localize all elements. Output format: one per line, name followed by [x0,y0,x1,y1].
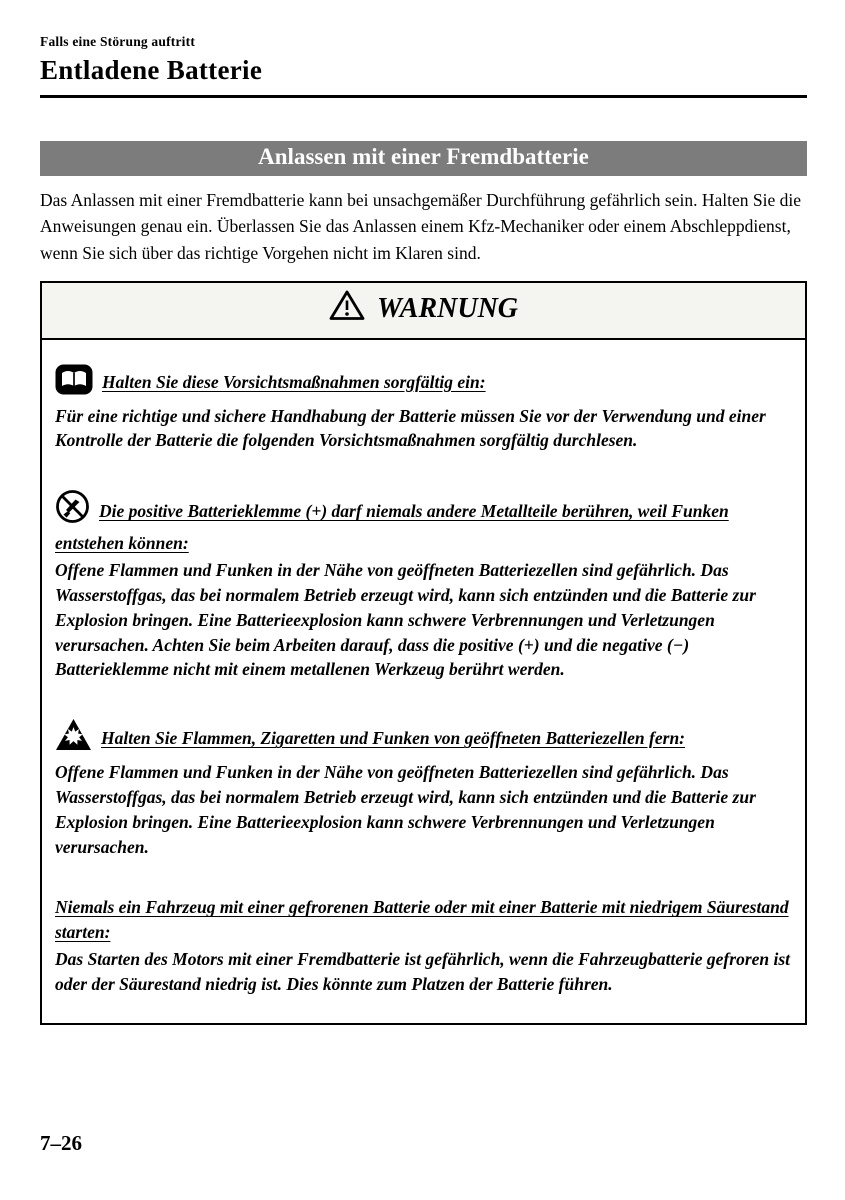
warning-body [42,340,805,1023]
page-title: Entladene Batterie [40,55,263,85]
warning-item-heading: Halten Sie diese Vorsichtsmaßnahmen sorgfältig ein: [102,371,486,392]
warning-item-heading: Niemals ein Fahrzeug mit einer gefrorenen Batterie oder mit einer Batterie mit niedrigem Säurestand starten: [55,897,789,943]
owners-manual-book-icon [55,364,93,402]
warning-item-heading-row [55,489,792,556]
warning-item-body: Das Starten des Motors mit einer Fremdbatterie ist gefährlich, wenn die Fahrzeugbatterie gefroren ist oder der Säurestand niedrig ist. Dies könnte zum Platzen der Batterie führen. [55,949,791,994]
warning-item-heading: Halten Sie Flammen, Zigaretten und Funken von geöffneten Batteriezellen fern: [101,728,686,749]
warning-item [55,718,792,859]
intro-paragraph: Das Anlassen mit einer Fremdbatterie kann bei unsachgemäßer Durchführung gefährlich sein. Halten Sie die Anweisungen genau ein. Überlassen Sie das Anlassen einem Kfz-Mechaniker oder einem Abschleppdienst, wenn Sie sich über das richtige Vorgehen nicht im Klaren sind. [40,190,802,263]
breadcrumb: Falls eine Störung auftritt [40,34,196,49]
warning-item [55,364,792,454]
warning-item-heading-row [55,895,792,945]
warning-item [55,895,792,996]
explosion-hazard-icon [55,718,92,758]
warning-item-heading: Die positive Batterieklemme (+) darf niemals andere Metallteile berühren, weil Funken entstehen können: [55,501,729,554]
warning-box [40,281,807,1025]
warning-triangle-icon [329,290,365,329]
warning-item-heading-row [55,364,792,402]
page-number: 7–26 [40,1131,82,1155]
warning-title: WARNUNG [376,292,519,324]
section-banner: Anlassen mit einer Fremdbatterie [40,141,807,176]
warning-item [55,489,792,682]
warning-item-body: Für eine richtige und sichere Handhabung der Batterie müssen Sie vor der Verwendung und einer Kontrolle der Batterie die folgenden Vorsichtsmaßnahmen sorgfältig durchlesen. [55,405,766,451]
no-metal-contact-icon [55,489,90,531]
warning-item-body: Offene Flammen und Funken in der Nähe von geöffneten Batteriezellen sind gefährlich. Das Wasserstoffgas, das bei normalem Betrieb erzeugt wird, kann sich entzünden und die Batterie zur Explosion bringen. Eine Batterieexplosion kann schwere Verbrennungen und Verletzungen verursachen. [55,762,756,857]
warning-header [42,283,805,340]
title-divider [40,95,807,98]
warning-item-body: Offene Flammen und Funken in der Nähe von geöffneten Batteriezellen sind gefährlich. Das Wasserstoffgas, das bei normalem Betrieb erzeugt wird, kann sich entzünden und die Batterie zur Explosion bringen. Eine Batterieexplosion kann schwere Verbrennungen und Verletzungen verursachen. Achten Sie beim Arbeiten darauf, dass die positive (+) und die negative (−) Batterieklemme nicht mit einem metallenen Werkzeug berührt werden. [55,559,756,680]
warning-item-heading-row [55,718,792,758]
